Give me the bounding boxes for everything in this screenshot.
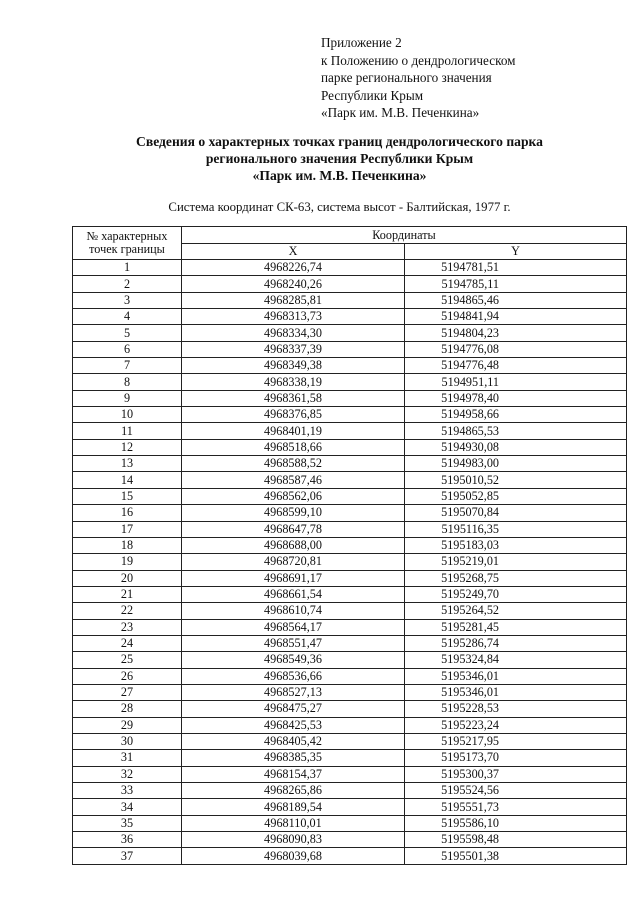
x-coordinate-cell: 4968376,85 [182, 407, 405, 423]
table-row [73, 570, 627, 586]
appendix-line: Приложение 2 [321, 35, 402, 50]
table-row [73, 325, 627, 341]
point-number-cell: 7 [73, 358, 182, 374]
x-coordinate-cell: 4968334,30 [182, 325, 405, 341]
y-coordinate-cell: 5195070,84 [405, 505, 627, 521]
title-line: «Парк им. М.В. Печенкина» [252, 168, 427, 184]
x-coordinate-cell: 4968564,17 [182, 619, 405, 635]
point-number-cell: 24 [73, 635, 182, 651]
y-coordinate-cell: 5194958,66 [405, 407, 627, 423]
y-coordinate-cell: 5194781,51 [405, 260, 627, 276]
x-coordinate-cell: 4968110,01 [182, 815, 405, 831]
y-coordinate-cell: 5195300,37 [405, 766, 627, 782]
point-number-cell: 18 [73, 537, 182, 553]
point-number-cell: 2 [73, 276, 182, 292]
x-coordinate-cell: 4968226,74 [182, 260, 405, 276]
y-coordinate-cell: 5194865,46 [405, 292, 627, 308]
x-coordinate-cell: 4968518,66 [182, 439, 405, 455]
x-coordinate-cell: 4968720,81 [182, 554, 405, 570]
table-row [73, 586, 627, 602]
x-column-header: X [182, 244, 405, 260]
table-row [73, 668, 627, 684]
point-number-cell: 6 [73, 341, 182, 357]
x-coordinate-cell: 4968691,17 [182, 570, 405, 586]
table-row [73, 505, 627, 521]
x-coordinate-cell: 4968337,39 [182, 341, 405, 357]
point-number-cell: 22 [73, 603, 182, 619]
y-coordinate-cell: 5194785,11 [405, 276, 627, 292]
point-number-cell: 27 [73, 684, 182, 700]
x-coordinate-cell: 4968610,74 [182, 603, 405, 619]
y-coordinate-cell: 5195524,56 [405, 783, 627, 799]
y-coordinate-cell: 5195116,35 [405, 521, 627, 537]
point-number-cell: 12 [73, 439, 182, 455]
x-coordinate-cell: 4968425,53 [182, 717, 405, 733]
y-coordinate-cell: 5195268,75 [405, 570, 627, 586]
table-row [73, 341, 627, 357]
x-coordinate-cell: 4968688,00 [182, 537, 405, 553]
appendix-line: «Парк им. М.В. Печенкина» [321, 105, 480, 120]
appendix-line: Республики Крым [321, 87, 424, 103]
table-row [73, 407, 627, 423]
table-row [73, 390, 627, 406]
table-row [73, 766, 627, 782]
coordinates-table [72, 226, 627, 865]
appendix-note [321, 34, 516, 122]
point-number-cell: 25 [73, 652, 182, 668]
table-row [73, 815, 627, 831]
x-coordinate-cell: 4968536,66 [182, 668, 405, 684]
x-coordinate-cell: 4968090,83 [182, 832, 405, 848]
y-coordinate-cell: 5195173,70 [405, 750, 627, 766]
x-coordinate-cell: 4968154,37 [182, 766, 405, 782]
point-number-cell: 26 [73, 668, 182, 684]
document-title [60, 133, 619, 185]
x-coordinate-cell: 4968349,38 [182, 358, 405, 374]
x-coordinate-cell: 4968313,73 [182, 309, 405, 325]
y-coordinate-cell: 5195586,10 [405, 815, 627, 831]
point-number-header: № характерных точек границы [73, 227, 182, 260]
point-number-cell: 16 [73, 505, 182, 521]
x-coordinate-cell: 4968588,52 [182, 456, 405, 472]
table-row [73, 635, 627, 651]
y-coordinate-cell: 5195223,24 [405, 717, 627, 733]
x-coordinate-cell: 4968285,81 [182, 292, 405, 308]
table-row [73, 423, 627, 439]
y-coordinate-cell: 5195346,01 [405, 668, 627, 684]
table-row [73, 472, 627, 488]
x-coordinate-cell: 4968661,54 [182, 586, 405, 602]
x-coordinate-cell: 4968338,19 [182, 374, 405, 390]
table-row [73, 783, 627, 799]
y-column-header: Y [405, 244, 627, 260]
table-row [73, 292, 627, 308]
y-coordinate-cell: 5195286,74 [405, 635, 627, 651]
table-row [73, 374, 627, 390]
y-coordinate-cell: 5195219,01 [405, 554, 627, 570]
y-coordinate-cell: 5194930,08 [405, 439, 627, 455]
point-number-cell: 8 [73, 374, 182, 390]
x-coordinate-cell: 4968385,35 [182, 750, 405, 766]
x-coordinate-cell: 4968599,10 [182, 505, 405, 521]
y-coordinate-cell: 5195183,03 [405, 537, 627, 553]
point-number-cell: 21 [73, 586, 182, 602]
table-row [73, 488, 627, 504]
x-coordinate-cell: 4968551,47 [182, 635, 405, 651]
point-number-cell: 1 [73, 260, 182, 276]
point-number-cell: 20 [73, 570, 182, 586]
table-row [73, 750, 627, 766]
point-number-cell: 32 [73, 766, 182, 782]
table-row [73, 309, 627, 325]
x-coordinate-cell: 4968562,06 [182, 488, 405, 504]
point-number-cell: 36 [73, 832, 182, 848]
table-row [73, 439, 627, 455]
x-coordinate-cell: 4968475,27 [182, 701, 405, 717]
y-coordinate-cell: 5195346,01 [405, 684, 627, 700]
y-coordinate-cell: 5195249,70 [405, 586, 627, 602]
y-coordinate-cell: 5194776,08 [405, 341, 627, 357]
table-row [73, 537, 627, 553]
table-row [73, 701, 627, 717]
y-coordinate-cell: 5195598,48 [405, 832, 627, 848]
y-coordinate-cell: 5194951,11 [405, 374, 627, 390]
point-number-cell: 11 [73, 423, 182, 439]
y-coordinate-cell: 5195264,52 [405, 603, 627, 619]
y-coordinate-cell: 5194776,48 [405, 358, 627, 374]
y-coordinate-cell: 5195501,38 [405, 848, 627, 864]
title-line: Сведения о характерных точках границ дендрологического парка [136, 134, 543, 149]
x-coordinate-cell: 4968265,86 [182, 783, 405, 799]
y-coordinate-cell: 5195217,95 [405, 733, 627, 749]
point-number-cell: 34 [73, 799, 182, 815]
point-number-cell: 31 [73, 750, 182, 766]
table-row [73, 733, 627, 749]
point-number-cell: 17 [73, 521, 182, 537]
y-coordinate-cell: 5195324,84 [405, 652, 627, 668]
table-row [73, 456, 627, 472]
x-coordinate-cell: 4968039,68 [182, 848, 405, 864]
x-coordinate-cell: 4968527,13 [182, 684, 405, 700]
coordinate-system-note: Система координат СК-63, система высот - Балтийская, 1977 г. [168, 200, 511, 214]
point-number-cell: 13 [73, 456, 182, 472]
table-row [73, 799, 627, 815]
y-coordinate-cell: 5195228,53 [405, 701, 627, 717]
y-coordinate-cell: 5194841,94 [405, 309, 627, 325]
table-row [73, 521, 627, 537]
table-row [73, 554, 627, 570]
appendix-line: парке регионального значения [321, 70, 492, 85]
y-coordinate-cell: 5194978,40 [405, 390, 627, 406]
table-row [73, 260, 627, 276]
point-number-cell: 9 [73, 390, 182, 406]
table-row [73, 276, 627, 292]
point-number-cell: 10 [73, 407, 182, 423]
x-coordinate-cell: 4968549,36 [182, 652, 405, 668]
coordinates-header: Координаты [182, 227, 627, 244]
point-number-cell: 15 [73, 488, 182, 504]
table-row [73, 832, 627, 848]
table-row [73, 684, 627, 700]
y-coordinate-cell: 5195281,45 [405, 619, 627, 635]
table-row [73, 358, 627, 374]
x-coordinate-cell: 4968405,42 [182, 733, 405, 749]
title-line: регионального значения Республики Крым [205, 151, 474, 167]
x-coordinate-cell: 4968361,58 [182, 390, 405, 406]
y-coordinate-cell: 5195551,73 [405, 799, 627, 815]
point-number-cell: 23 [73, 619, 182, 635]
table-row [73, 619, 627, 635]
table-row [73, 652, 627, 668]
point-number-cell: 19 [73, 554, 182, 570]
x-coordinate-cell: 4968189,54 [182, 799, 405, 815]
x-coordinate-cell: 4968240,26 [182, 276, 405, 292]
point-number-cell: 5 [73, 325, 182, 341]
y-coordinate-cell: 5194865,53 [405, 423, 627, 439]
y-coordinate-cell: 5195052,85 [405, 488, 627, 504]
point-number-cell: 30 [73, 733, 182, 749]
y-coordinate-cell: 5194804,23 [405, 325, 627, 341]
table-row [73, 717, 627, 733]
appendix-line: к Положению о дендрологическом [321, 52, 516, 68]
point-number-cell: 33 [73, 783, 182, 799]
point-number-cell: 28 [73, 701, 182, 717]
point-number-cell: 29 [73, 717, 182, 733]
table-row [73, 848, 627, 864]
point-number-cell: 14 [73, 472, 182, 488]
point-number-cell: 4 [73, 309, 182, 325]
x-coordinate-cell: 4968401,19 [182, 423, 405, 439]
coordinates-table-body [73, 260, 627, 865]
table-row [73, 603, 627, 619]
point-number-cell: 35 [73, 815, 182, 831]
point-number-cell: 3 [73, 292, 182, 308]
y-coordinate-cell: 5194983,00 [405, 456, 627, 472]
y-coordinate-cell: 5195010,52 [405, 472, 627, 488]
x-coordinate-cell: 4968647,78 [182, 521, 405, 537]
x-coordinate-cell: 4968587,46 [182, 472, 405, 488]
point-number-cell: 37 [73, 848, 182, 864]
